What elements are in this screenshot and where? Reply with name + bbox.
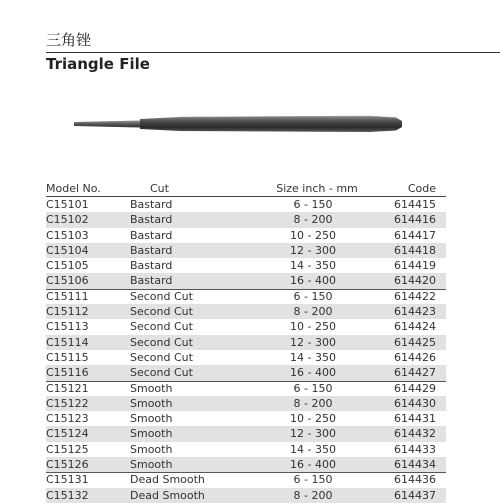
- cell-size: 14 - 350: [290, 442, 336, 456]
- cell-model: C15111: [46, 289, 89, 303]
- cell-size: 10 - 250: [290, 228, 336, 242]
- cell-size: 14 - 350: [290, 259, 336, 273]
- table-row: [46, 319, 446, 334]
- table-row: [46, 411, 446, 426]
- cell-cut: Smooth: [130, 396, 173, 410]
- cell-model: C15103: [46, 228, 89, 242]
- table-row: [46, 212, 446, 227]
- cell-code: 614431: [394, 412, 436, 426]
- cell-size: 6 - 150: [293, 289, 333, 303]
- cell-cut: Bastard: [130, 274, 173, 288]
- header-cut: Cut: [150, 182, 169, 195]
- cell-code: 614422: [394, 289, 436, 303]
- cell-size: 12 - 300: [290, 335, 336, 349]
- cell-cut: Dead Smooth: [130, 473, 205, 487]
- cell-size: 16 - 400: [290, 366, 336, 380]
- cell-model: C15102: [46, 213, 89, 227]
- cell-size: 16 - 400: [290, 458, 336, 472]
- cell-cut: Smooth: [130, 412, 173, 426]
- cell-cut: Smooth: [130, 442, 173, 456]
- cell-model: C15101: [46, 198, 89, 211]
- cell-size: 8 - 200: [293, 213, 333, 227]
- cell-cut: Bastard: [130, 228, 173, 242]
- cell-cut: Second Cut: [130, 366, 193, 380]
- cell-size: 6 - 150: [293, 473, 333, 487]
- title-divider: [46, 52, 500, 53]
- cell-cut: Second Cut: [130, 350, 193, 364]
- table-row: [46, 381, 446, 396]
- cell-model: C15106: [46, 274, 89, 288]
- cell-cut: Bastard: [130, 243, 173, 257]
- table-row: [46, 335, 446, 350]
- table-row: [46, 442, 446, 457]
- cell-code: 614429: [394, 381, 436, 395]
- table-body: [46, 197, 446, 503]
- table-row: [46, 365, 446, 380]
- cell-code: 614423: [394, 305, 436, 319]
- table-row: [46, 289, 446, 304]
- cell-cut: Bastard: [130, 259, 173, 273]
- cell-model: C15123: [46, 412, 89, 426]
- cell-model: C15131: [46, 473, 89, 487]
- product-table: [46, 182, 446, 503]
- cell-code: 614424: [394, 320, 436, 334]
- cell-size: 8 - 200: [293, 488, 333, 502]
- table-row: [46, 228, 446, 243]
- cell-code: 614415: [394, 198, 436, 211]
- cell-model: C15114: [46, 335, 89, 349]
- cell-model: C15113: [46, 320, 89, 334]
- table-row: [46, 243, 446, 258]
- page-title-chinese: 三角锉: [46, 31, 92, 49]
- cell-cut: Second Cut: [130, 305, 193, 319]
- table-row: [46, 197, 446, 212]
- cell-model: C15105: [46, 259, 89, 273]
- cell-size: 8 - 200: [293, 396, 333, 410]
- header-size: Size inch - mm: [276, 182, 358, 195]
- cell-model: C15104: [46, 243, 89, 257]
- cell-size: 10 - 250: [290, 412, 336, 426]
- header-code: Code: [407, 182, 436, 195]
- cell-cut: Smooth: [130, 458, 173, 472]
- table-row: [46, 350, 446, 365]
- cell-cut: Second Cut: [130, 320, 193, 334]
- cell-code: 614418: [394, 243, 436, 257]
- cell-cut: Second Cut: [130, 289, 193, 303]
- cell-code: 614433: [394, 442, 436, 456]
- cell-code: 614432: [394, 427, 436, 441]
- cell-code: 614437: [394, 488, 436, 502]
- cell-code: 614419: [394, 259, 436, 273]
- cell-size: 12 - 300: [290, 427, 336, 441]
- table-row: [46, 273, 446, 288]
- cell-code: 614436: [394, 473, 436, 487]
- cell-size: 10 - 250: [290, 320, 336, 334]
- cell-size: 14 - 350: [290, 350, 336, 364]
- cell-code: 614416: [394, 213, 436, 227]
- cell-cut: Dead Smooth: [130, 488, 205, 502]
- cell-model: C15122: [46, 396, 89, 410]
- header-model: Model No.: [46, 182, 101, 195]
- cell-size: 8 - 200: [293, 305, 333, 319]
- cell-code: 614425: [394, 335, 436, 349]
- cell-cut: Bastard: [130, 213, 173, 227]
- cell-size: 6 - 150: [293, 381, 333, 395]
- table-row: [46, 396, 446, 411]
- cell-model: C15124: [46, 427, 89, 441]
- cell-model: C15116: [46, 366, 89, 380]
- table-row: [46, 258, 446, 273]
- table-row: [46, 426, 446, 441]
- cell-model: C15125: [46, 442, 89, 456]
- page-title: Triangle File: [46, 55, 150, 73]
- cell-model: C15115: [46, 350, 89, 364]
- cell-code: 614427: [394, 366, 436, 380]
- table-row: [46, 472, 446, 487]
- cell-model: C15132: [46, 488, 89, 502]
- cell-code: 614430: [394, 396, 436, 410]
- cell-code: 614434: [394, 458, 436, 472]
- cell-cut: Smooth: [130, 381, 173, 395]
- table-header: [46, 182, 446, 196]
- cell-code: 614426: [394, 350, 436, 364]
- cell-code: 614420: [394, 274, 436, 288]
- table-row: [46, 488, 446, 503]
- table-row: [46, 304, 446, 319]
- cell-model: C15112: [46, 305, 89, 319]
- cell-model: C15121: [46, 381, 89, 395]
- cell-size: 12 - 300: [290, 243, 336, 257]
- cell-cut: Smooth: [130, 427, 173, 441]
- triangle-file-image: [70, 108, 410, 144]
- cell-cut: Bastard: [130, 198, 173, 211]
- cell-size: 6 - 150: [293, 198, 333, 211]
- cell-model: C15126: [46, 458, 89, 472]
- cell-size: 16 - 400: [290, 274, 336, 288]
- table-row: [46, 457, 446, 472]
- cell-code: 614417: [394, 228, 436, 242]
- cell-cut: Second Cut: [130, 335, 193, 349]
